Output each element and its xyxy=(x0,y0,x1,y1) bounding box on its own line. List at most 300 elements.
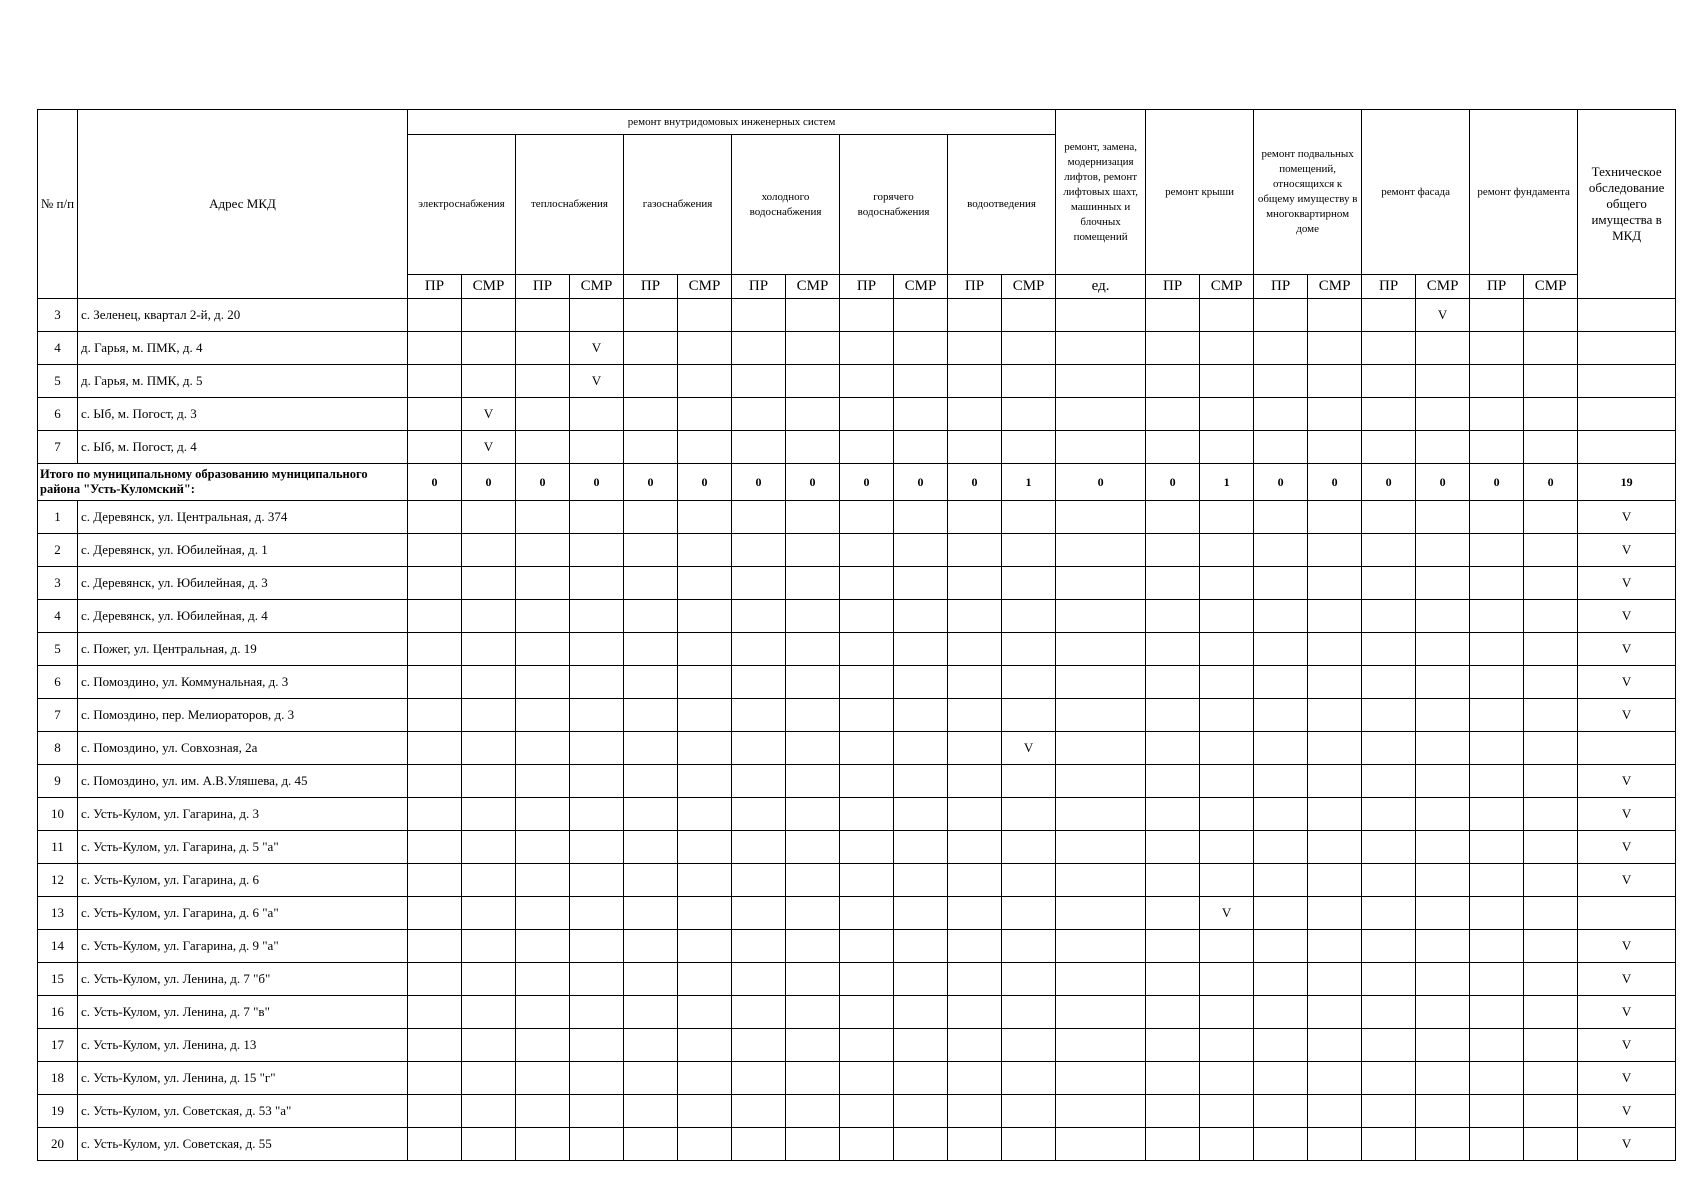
row-mark-cell xyxy=(894,534,948,567)
row-number: 6 xyxy=(38,398,78,431)
row-mark-cell xyxy=(1056,600,1146,633)
sub-header-cell: ПР xyxy=(1470,275,1524,299)
row-mark-cell xyxy=(516,299,570,332)
table-row xyxy=(38,501,1676,534)
row-mark-cell xyxy=(840,765,894,798)
row-mark-cell xyxy=(462,332,516,365)
row-mark-cell xyxy=(948,897,1002,930)
col-header-heating: теплоснабжения xyxy=(516,135,624,275)
row-number: 18 xyxy=(38,1062,78,1095)
row-mark-cell xyxy=(1254,963,1308,996)
row-mark-cell xyxy=(1524,930,1578,963)
row-mark-cell xyxy=(1200,666,1254,699)
row-mark-cell xyxy=(840,864,894,897)
row-mark-cell xyxy=(1056,930,1146,963)
row-mark-cell xyxy=(1056,633,1146,666)
row-mark-cell xyxy=(1146,930,1200,963)
row-mark-cell xyxy=(516,831,570,864)
row-number: 9 xyxy=(38,765,78,798)
row-mark-cell xyxy=(462,501,516,534)
row-mark-cell xyxy=(678,831,732,864)
row-mark-cell xyxy=(678,332,732,365)
row-mark-cell xyxy=(894,831,948,864)
row-address: с. Усть-Кулом, ул. Гагарина, д. 3 xyxy=(78,798,408,831)
row-mark-cell xyxy=(786,963,840,996)
row-number: 19 xyxy=(38,1095,78,1128)
row-mark-cell xyxy=(1200,365,1254,398)
row-mark-cell xyxy=(1524,501,1578,534)
row-mark-cell xyxy=(678,1128,732,1161)
row-mark-cell xyxy=(786,431,840,464)
total-value: 0 xyxy=(732,464,786,501)
row-mark-cell xyxy=(1056,864,1146,897)
row-mark-cell xyxy=(1056,765,1146,798)
row-mark-cell xyxy=(894,501,948,534)
row-mark-cell xyxy=(570,1095,624,1128)
row-mark-cell xyxy=(948,666,1002,699)
total-value: 0 xyxy=(1056,464,1146,501)
row-mark-cell: V xyxy=(1578,930,1676,963)
row-mark-cell xyxy=(462,365,516,398)
row-mark-cell xyxy=(1416,864,1470,897)
row-mark-cell xyxy=(570,501,624,534)
row-mark-cell: V xyxy=(1578,1062,1676,1095)
row-mark-cell xyxy=(1470,732,1524,765)
row-mark-cell xyxy=(1056,365,1146,398)
row-mark-cell xyxy=(1470,1062,1524,1095)
row-mark-cell xyxy=(570,534,624,567)
row-mark-cell xyxy=(570,1029,624,1062)
row-mark-cell xyxy=(1002,501,1056,534)
row-mark-cell xyxy=(1470,501,1524,534)
row-mark-cell xyxy=(1146,1128,1200,1161)
row-mark-cell xyxy=(1254,365,1308,398)
sub-header-cell: ПР xyxy=(948,275,1002,299)
row-mark-cell xyxy=(1524,765,1578,798)
row-mark-cell xyxy=(1146,897,1200,930)
row-mark-cell xyxy=(1524,299,1578,332)
row-mark-cell xyxy=(1524,963,1578,996)
row-mark-cell xyxy=(516,600,570,633)
row-mark-cell xyxy=(894,431,948,464)
row-mark-cell xyxy=(948,332,1002,365)
row-mark-cell xyxy=(624,1029,678,1062)
row-mark-cell xyxy=(678,365,732,398)
row-mark-cell xyxy=(1524,732,1578,765)
row-mark-cell xyxy=(570,600,624,633)
row-mark-cell xyxy=(1416,699,1470,732)
total-label: Итого по муниципальному образованию муниципального района "Усть-Куломский": xyxy=(38,464,408,501)
row-mark-cell xyxy=(624,1128,678,1161)
row-mark-cell xyxy=(1146,666,1200,699)
row-mark-cell xyxy=(408,332,462,365)
row-mark-cell xyxy=(732,963,786,996)
row-mark-cell xyxy=(1416,534,1470,567)
row-mark-cell xyxy=(894,864,948,897)
row-mark-cell xyxy=(1200,567,1254,600)
row-mark-cell xyxy=(1308,365,1362,398)
row-mark-cell xyxy=(1362,765,1416,798)
row-number: 12 xyxy=(38,864,78,897)
row-mark-cell xyxy=(840,699,894,732)
row-mark-cell xyxy=(1200,765,1254,798)
row-mark-cell xyxy=(570,897,624,930)
col-header-hot-water: горячего водоснабжения xyxy=(840,135,948,275)
row-address: с. Усть-Кулом, ул. Ленина, д. 15 "г" xyxy=(78,1062,408,1095)
row-mark-cell xyxy=(786,897,840,930)
row-mark-cell xyxy=(462,798,516,831)
row-mark-cell xyxy=(786,1128,840,1161)
sub-header-cell: СМР xyxy=(1524,275,1578,299)
row-mark-cell xyxy=(624,299,678,332)
row-mark-cell xyxy=(840,534,894,567)
row-mark-cell xyxy=(678,963,732,996)
row-mark-cell: V xyxy=(1200,897,1254,930)
sub-header-cell: ПР xyxy=(516,275,570,299)
col-header-survey: Техническое обследование общего имущества в МКД xyxy=(1578,110,1676,299)
row-mark-cell xyxy=(624,897,678,930)
row-mark-cell xyxy=(1362,864,1416,897)
row-mark-cell xyxy=(948,633,1002,666)
row-mark-cell xyxy=(786,1062,840,1095)
row-mark-cell xyxy=(1200,996,1254,1029)
row-mark-cell xyxy=(948,765,1002,798)
row-mark-cell xyxy=(1200,332,1254,365)
row-mark-cell xyxy=(1254,699,1308,732)
sub-header-cell: ПР xyxy=(1254,275,1308,299)
row-mark-cell: V xyxy=(1578,1128,1676,1161)
row-address: с. Усть-Кулом, ул. Советская, д. 55 xyxy=(78,1128,408,1161)
row-mark-cell xyxy=(1470,798,1524,831)
row-mark-cell xyxy=(678,864,732,897)
table-row xyxy=(38,996,1676,1029)
row-mark-cell xyxy=(1470,765,1524,798)
table-row xyxy=(38,831,1676,864)
row-number: 5 xyxy=(38,633,78,666)
row-mark-cell xyxy=(408,633,462,666)
row-mark-cell xyxy=(408,501,462,534)
sub-header-cell: СМР xyxy=(1416,275,1470,299)
table-row xyxy=(38,299,1676,332)
row-mark-cell xyxy=(1308,332,1362,365)
row-mark-cell xyxy=(516,332,570,365)
row-mark-cell xyxy=(786,666,840,699)
row-mark-cell xyxy=(1254,831,1308,864)
row-mark-cell xyxy=(1056,831,1146,864)
row-mark-cell xyxy=(1254,600,1308,633)
row-mark-cell xyxy=(840,431,894,464)
row-mark-cell xyxy=(1308,600,1362,633)
row-mark-cell xyxy=(894,398,948,431)
row-mark-cell xyxy=(1146,299,1200,332)
row-mark-cell xyxy=(894,1128,948,1161)
row-mark-cell xyxy=(570,831,624,864)
row-mark-cell xyxy=(408,699,462,732)
row-mark-cell xyxy=(1200,831,1254,864)
table-row xyxy=(38,864,1676,897)
table-row xyxy=(38,963,1676,996)
row-mark-cell xyxy=(408,600,462,633)
row-mark-cell xyxy=(624,798,678,831)
row-mark-cell: V xyxy=(1578,666,1676,699)
row-mark-cell xyxy=(1416,765,1470,798)
row-mark-cell xyxy=(1254,501,1308,534)
row-address: с. Помоздино, ул. Коммунальная, д. 3 xyxy=(78,666,408,699)
row-mark-cell xyxy=(462,633,516,666)
row-mark-cell: V xyxy=(1578,699,1676,732)
row-address: с. Усть-Кулом, ул. Гагарина, д. 9 "а" xyxy=(78,930,408,963)
row-mark-cell xyxy=(462,1029,516,1062)
row-mark-cell xyxy=(516,431,570,464)
row-mark-cell xyxy=(786,732,840,765)
row-mark-cell xyxy=(894,996,948,1029)
row-mark-cell xyxy=(1002,1128,1056,1161)
col-header-foundation: ремонт фундамента xyxy=(1470,110,1578,275)
row-mark-cell xyxy=(894,365,948,398)
sub-header-cell: ед. xyxy=(1056,275,1146,299)
row-mark-cell xyxy=(408,299,462,332)
row-mark-cell xyxy=(894,600,948,633)
row-mark-cell xyxy=(840,1095,894,1128)
col-header-facade: ремонт фасада xyxy=(1362,110,1470,275)
row-mark-cell xyxy=(840,332,894,365)
row-mark-cell xyxy=(516,864,570,897)
row-mark-cell xyxy=(894,332,948,365)
row-number: 7 xyxy=(38,431,78,464)
row-mark-cell xyxy=(1056,1095,1146,1128)
row-mark-cell xyxy=(786,398,840,431)
row-address: с. Зеленец, квартал 2-й, д. 20 xyxy=(78,299,408,332)
row-mark-cell xyxy=(1146,332,1200,365)
row-number: 4 xyxy=(38,600,78,633)
row-mark-cell xyxy=(1200,798,1254,831)
row-mark-cell xyxy=(462,930,516,963)
row-mark-cell xyxy=(1200,1029,1254,1062)
row-mark-cell xyxy=(624,534,678,567)
row-mark-cell xyxy=(1254,1128,1308,1161)
row-mark-cell xyxy=(1002,431,1056,464)
row-mark-cell xyxy=(1254,567,1308,600)
row-mark-cell xyxy=(1308,567,1362,600)
row-mark-cell xyxy=(894,930,948,963)
row-mark-cell xyxy=(408,732,462,765)
row-mark-cell xyxy=(840,567,894,600)
row-mark-cell xyxy=(1416,431,1470,464)
row-mark-cell xyxy=(1200,1095,1254,1128)
sub-header-cell: СМР xyxy=(894,275,948,299)
row-mark-cell xyxy=(1254,1029,1308,1062)
total-value: 0 xyxy=(840,464,894,501)
row-mark-cell xyxy=(1200,633,1254,666)
row-mark-cell xyxy=(462,567,516,600)
sub-header-cell: СМР xyxy=(1308,275,1362,299)
row-mark-cell xyxy=(1416,567,1470,600)
row-mark-cell xyxy=(570,666,624,699)
row-mark-cell xyxy=(1470,567,1524,600)
row-mark-cell xyxy=(894,963,948,996)
row-number: 4 xyxy=(38,332,78,365)
row-mark-cell xyxy=(1200,600,1254,633)
row-number: 16 xyxy=(38,996,78,1029)
row-mark-cell xyxy=(678,398,732,431)
row-mark-cell xyxy=(1362,398,1416,431)
row-mark-cell xyxy=(1308,996,1362,1029)
row-mark-cell xyxy=(570,930,624,963)
row-mark-cell xyxy=(516,1029,570,1062)
row-mark-cell xyxy=(732,831,786,864)
row-mark-cell xyxy=(1146,765,1200,798)
row-mark-cell xyxy=(1146,864,1200,897)
row-mark-cell xyxy=(1254,398,1308,431)
header-row-1 xyxy=(38,110,1676,135)
table-row xyxy=(38,765,1676,798)
row-mark-cell xyxy=(732,732,786,765)
row-mark-cell xyxy=(1254,633,1308,666)
row-mark-cell xyxy=(678,930,732,963)
row-mark-cell xyxy=(1524,1128,1578,1161)
row-mark-cell xyxy=(678,699,732,732)
row-mark-cell xyxy=(1308,1029,1362,1062)
row-mark-cell xyxy=(1524,534,1578,567)
sub-header-cell: ПР xyxy=(408,275,462,299)
row-address: с. Деревянск, ул. Центральная, д. 374 xyxy=(78,501,408,534)
table-row xyxy=(38,1029,1676,1062)
row-mark-cell xyxy=(678,633,732,666)
row-mark-cell xyxy=(1470,666,1524,699)
total-value: 0 xyxy=(1146,464,1200,501)
row-address: с. Деревянск, ул. Юбилейная, д. 1 xyxy=(78,534,408,567)
col-header-number: № п/п xyxy=(38,110,78,299)
row-mark-cell xyxy=(462,765,516,798)
row-mark-cell xyxy=(1002,365,1056,398)
row-mark-cell xyxy=(570,765,624,798)
row-mark-cell xyxy=(1578,332,1676,365)
row-mark-cell xyxy=(1254,798,1308,831)
row-mark-cell xyxy=(1254,930,1308,963)
row-mark-cell xyxy=(462,963,516,996)
row-mark-cell xyxy=(678,600,732,633)
row-mark-cell xyxy=(570,699,624,732)
row-mark-cell xyxy=(1578,365,1676,398)
row-mark-cell xyxy=(1146,600,1200,633)
row-mark-cell xyxy=(1524,996,1578,1029)
row-mark-cell xyxy=(516,732,570,765)
row-mark-cell xyxy=(1470,699,1524,732)
row-mark-cell xyxy=(570,798,624,831)
row-mark-cell xyxy=(462,831,516,864)
total-value: 0 xyxy=(1470,464,1524,501)
row-mark-cell xyxy=(1002,299,1056,332)
row-mark-cell xyxy=(408,365,462,398)
row-mark-cell xyxy=(894,666,948,699)
row-mark-cell xyxy=(1362,666,1416,699)
row-mark-cell xyxy=(1470,332,1524,365)
row-mark-cell xyxy=(732,798,786,831)
row-mark-cell xyxy=(948,431,1002,464)
row-mark-cell xyxy=(408,398,462,431)
row-mark-cell xyxy=(1056,501,1146,534)
row-mark-cell xyxy=(1002,765,1056,798)
row-mark-cell xyxy=(462,299,516,332)
row-mark-cell xyxy=(840,1029,894,1062)
row-mark-cell xyxy=(1308,897,1362,930)
row-number: 3 xyxy=(38,299,78,332)
col-header-electricity: электроснабжения xyxy=(408,135,516,275)
sub-header-cell: СМР xyxy=(678,275,732,299)
row-mark-cell xyxy=(1524,332,1578,365)
table-row xyxy=(38,431,1676,464)
row-mark-cell xyxy=(678,666,732,699)
col-header-address: Адрес МКД xyxy=(78,110,408,299)
row-mark-cell xyxy=(1254,732,1308,765)
row-mark-cell xyxy=(1470,963,1524,996)
row-mark-cell xyxy=(1002,633,1056,666)
row-mark-cell xyxy=(1362,600,1416,633)
row-mark-cell xyxy=(516,365,570,398)
row-mark-cell xyxy=(786,1095,840,1128)
row-address: с. Помоздино, ул. им. А.В.Уляшева, д. 45 xyxy=(78,765,408,798)
row-mark-cell: V xyxy=(1578,501,1676,534)
sub-header-cell: СМР xyxy=(1002,275,1056,299)
row-mark-cell xyxy=(1254,765,1308,798)
row-address: с. Усть-Кулом, ул. Гагарина, д. 6 xyxy=(78,864,408,897)
total-value: 0 xyxy=(894,464,948,501)
row-mark-cell xyxy=(1416,831,1470,864)
row-mark-cell xyxy=(840,501,894,534)
row-mark-cell xyxy=(1254,332,1308,365)
row-number: 15 xyxy=(38,963,78,996)
row-mark-cell xyxy=(1056,332,1146,365)
row-mark-cell xyxy=(1362,501,1416,534)
row-mark-cell xyxy=(786,864,840,897)
row-mark-cell xyxy=(1308,831,1362,864)
row-address: с. Ыб, м. Погост, д. 4 xyxy=(78,431,408,464)
row-mark-cell xyxy=(786,831,840,864)
row-mark-cell xyxy=(1002,1029,1056,1062)
row-mark-cell xyxy=(1416,600,1470,633)
row-mark-cell xyxy=(1200,299,1254,332)
row-mark-cell xyxy=(732,897,786,930)
col-header-cold-water: холодного водоснабжения xyxy=(732,135,840,275)
row-mark-cell xyxy=(840,600,894,633)
row-mark-cell xyxy=(1362,299,1416,332)
total-value: 1 xyxy=(1200,464,1254,501)
row-mark-cell xyxy=(1524,1062,1578,1095)
table-row xyxy=(38,930,1676,963)
row-mark-cell xyxy=(732,864,786,897)
row-mark-cell xyxy=(1470,831,1524,864)
row-mark-cell xyxy=(1416,798,1470,831)
row-mark-cell xyxy=(732,501,786,534)
row-mark-cell xyxy=(462,534,516,567)
row-mark-cell xyxy=(462,600,516,633)
row-mark-cell xyxy=(1416,963,1470,996)
row-mark-cell xyxy=(732,332,786,365)
row-mark-cell xyxy=(1200,1062,1254,1095)
row-mark-cell xyxy=(948,600,1002,633)
row-address: с. Усть-Кулом, ул. Гагарина, д. 5 "а" xyxy=(78,831,408,864)
row-mark-cell xyxy=(840,666,894,699)
row-mark-cell xyxy=(1416,1062,1470,1095)
row-mark-cell xyxy=(732,1029,786,1062)
row-mark-cell xyxy=(948,534,1002,567)
row-address: с. Усть-Кулом, ул. Ленина, д. 7 "в" xyxy=(78,996,408,1029)
row-mark-cell xyxy=(570,1062,624,1095)
row-mark-cell xyxy=(516,897,570,930)
row-mark-cell xyxy=(1578,431,1676,464)
row-mark-cell xyxy=(462,897,516,930)
row-mark-cell xyxy=(1200,431,1254,464)
